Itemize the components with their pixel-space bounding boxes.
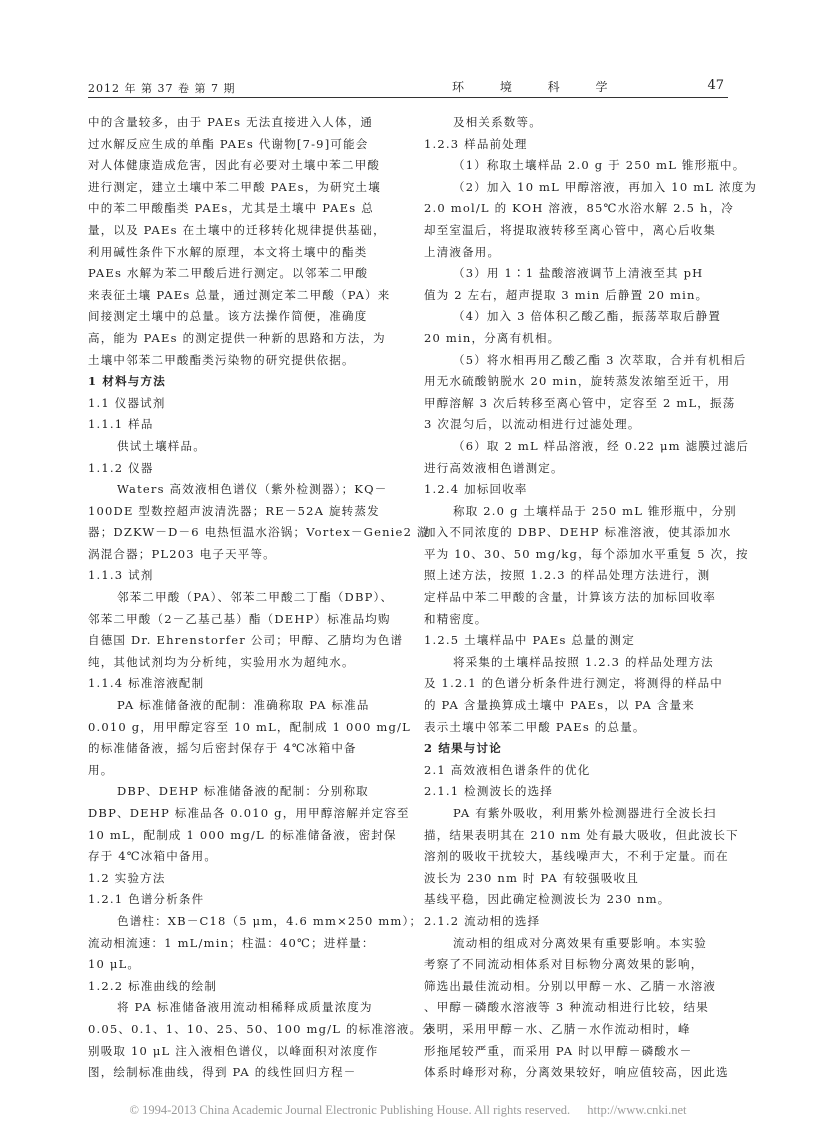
text-line: 中的苯二甲酸酯类 PAEs，尤其是土壤中 PAEs 总 <box>88 201 374 216</box>
text-line: 土壤中邻苯二甲酸酯类污染物的研究提供依据。 <box>88 352 355 367</box>
text-line: （1）称取土壤样品 2.0 g 于 250 mL 锥形瓶中。 <box>453 158 746 173</box>
text-line: 1.2.2 标准曲线的绘制 <box>88 978 218 993</box>
text-line: （4）加入 3 倍体积乙酸乙酯，振荡萃取后静置 <box>453 309 722 324</box>
text-line: Waters 高效液相色谱仪（紫外检测器）；KQ－ <box>117 482 388 497</box>
text-line: 1.1 仪器试剂 <box>88 395 166 410</box>
text-line: 1.1.4 标准溶液配制 <box>88 676 205 691</box>
text-line: 对人体健康造成危害，因此有必要对土壤中苯二甲酸 <box>88 158 381 173</box>
text-line: 图，绘制标准曲线，得到 PA 的线性回归方程－ <box>88 1065 357 1080</box>
text-line: 10 μL。 <box>88 957 141 972</box>
text-line: 和精密度。 <box>424 611 488 626</box>
text-line: 10 mL，配制成 1 000 mg/L 的标准储备液，密封保 <box>88 827 397 842</box>
text-line: 称取 2.0 g 土壤样品于 250 mL 锥形瓶中，分别 <box>453 503 737 518</box>
section-heading: 1 材料与方法 <box>88 374 166 389</box>
text-line: 色谱柱：XB－C18（5 μm，4.6 mm×250 mm）； <box>117 913 423 928</box>
text-line: 中的含量较多，由于 PAEs 无法直接进入人体，通 <box>88 115 374 129</box>
copyright-notice: © 1994-2013 China Academic Journal Electronic Publishing House. All rights reserved. <box>129 1103 571 1117</box>
text-line: 表示土壤中邻苯二甲酸 PAEs 的总量。 <box>424 719 646 734</box>
footer-link[interactable]: http://www.cnki.net <box>587 1103 687 1117</box>
text-line: 0.010 g，用甲醇定容至 10 mL，配制成 1 000 mg/L <box>88 719 411 734</box>
footer <box>0 1103 816 1118</box>
text-line: 基线平稳，因此确定检测波长为 230 nm。 <box>424 892 671 907</box>
text-line: 溶剂的吸收干扰较大，基线噪声大，不利于定量。而在 <box>424 849 729 864</box>
text-line: 加入不同浓度的 DBP、DEHP 标准溶液，使其添加水 <box>424 525 732 540</box>
text-line: 器；DZKW－D－6 电热恒温水浴锅；Vortex－Genie2 漩 <box>88 525 430 540</box>
text-line: 上清液备用。 <box>424 244 501 259</box>
text-line: 供试土壤样品。 <box>117 438 206 453</box>
text-line: 100DE 型数控超声波清洗器；RE－52A 旋转蒸发 <box>88 503 380 518</box>
text-line: 2.1 高效液相色谱条件的优化 <box>424 762 591 777</box>
text-line: 利用碱性条件下水解的原理，本文将土壤中的酯类 <box>88 244 368 259</box>
text-line: （6）取 2 mL 样品溶液，经 0.22 μm 滤膜过滤后 <box>453 438 750 453</box>
text-line: 1.1.3 试剂 <box>88 568 154 583</box>
text-line: 1.2.4 加标回收率 <box>424 482 528 497</box>
left-column <box>88 112 435 1084</box>
text-line: 筛选出最佳流动相。分别以甲醇－水、乙腈－水溶液 <box>424 978 717 993</box>
text-line: 1.2.5 土壤样品中 PAEs 总量的测定 <box>424 633 635 648</box>
text-line: 高，能为 PAEs 的测定提供一种新的思路和方法，为 <box>88 330 386 345</box>
text-line: 量，以及 PAEs 在土壤中的迁移转化规律提供基础， <box>88 222 386 237</box>
text-line: 描，结果表明其在 210 nm 处有最大吸收，但此波长下 <box>424 827 739 842</box>
text-line: 过水解反应生成的单酯 PAEs 代谢物[7-9]可能会 <box>88 136 369 151</box>
journal-issue: 2012 年 第 37 卷 第 7 期 <box>88 82 236 95</box>
text-line: 涡混合器；PL203 电子天平等。 <box>88 546 276 561</box>
text-line: （5）将水相再用乙酸乙酯 3 次萃取，合并有机相后 <box>453 352 747 367</box>
section-heading: 2 结果与讨论 <box>424 741 502 756</box>
right-column <box>424 112 758 1084</box>
text-line: 照上述方法，按照 1.2.3 的样品处理方法进行，测 <box>424 568 711 583</box>
text-line: 将采集的土壤样品按照 1.2.3 的样品处理方法 <box>453 654 714 669</box>
text-line: 2.1.2 流动相的选择 <box>424 913 541 928</box>
text-line: 2.1.1 检测波长的选择 <box>424 784 554 799</box>
page-number: 47 <box>707 78 724 93</box>
text-line: 纯，其他试剂均为分析纯，实验用水为超纯水。 <box>88 654 355 669</box>
journal-title: 环 境 科 学 <box>452 80 624 94</box>
text-line: 存于 4℃冰箱中备用。 <box>88 849 218 864</box>
text-line: （2）加入 10 mL 甲醇溶液，再加入 10 mL 浓度为 <box>453 179 758 194</box>
text-line: 甲醇溶解 3 次后转移至离心管中，定容至 2 mL，振荡 <box>424 395 736 410</box>
text-line: 邻苯二甲酸（PA）、邻苯二甲酸二丁酯（DBP）、 <box>117 590 394 605</box>
text-line: 及相关系数等。 <box>453 115 542 129</box>
text-line: 表明，采用甲醇－水、乙腈－水作流动相时，峰 <box>424 1021 691 1036</box>
text-line: 别吸取 10 μL 注入液相色谱仪，以峰面积对浓度作 <box>88 1043 379 1058</box>
text-line: 、甲醇－磷酸水溶液等 3 种流动相进行比较，结果 <box>424 1000 709 1015</box>
text-line: 3 次混匀后，以流动相进行过滤处理。 <box>424 417 641 432</box>
text-line: 1.1.1 样品 <box>88 417 154 432</box>
text-line: PA 标准储备液的配制：准确称取 PA 标准品 <box>117 698 370 713</box>
text-line: 用。 <box>88 762 114 777</box>
text-line: PAEs 水解为苯二甲酸后进行测定。以邻苯二甲酸 <box>88 266 369 281</box>
text-line: 1.2.3 样品前处理 <box>424 136 528 151</box>
text-line: （3）用 1∶1 盐酸溶液调节上清液至其 pH <box>453 266 704 281</box>
text-line: 的标准储备液，摇匀后密封保存于 4℃冰箱中备 <box>88 741 357 756</box>
text-line: 1.1.2 仪器 <box>88 460 154 475</box>
text-line: 流动相流速：1 mL/min；柱温：40℃；进样量： <box>88 935 375 950</box>
text-line: 1.2.1 色谱分析条件 <box>88 892 205 907</box>
text-line: 定样品中苯二甲酸的含量，计算该方法的加标回收率 <box>424 590 717 605</box>
text-line: 20 min，分离有机相。 <box>424 330 561 345</box>
text-line: DBP、DEHP 标准储备液的配制：分别称取 <box>117 784 369 799</box>
text-line: 平为 10、30、50 mg/kg，每个添加水平重复 5 次，按 <box>424 546 749 561</box>
text-line: 波长为 230 nm 时 PA 有较强吸收且 <box>424 870 639 885</box>
text-line: 用无水硫酸钠脱水 20 min，旋转蒸发浓缩至近干，用 <box>424 374 731 389</box>
text-line: 0.05、0.1、1、10、25、50、100 mg/L 的标准溶液。分 <box>88 1021 435 1036</box>
text-line: 考察了不同流动相体系对目标物分离效果的影响， <box>424 957 704 972</box>
text-line: 流动相的组成对分离效果有重要影响。本实验 <box>453 935 707 950</box>
text-line: 1.2 实验方法 <box>88 870 166 885</box>
text-line: 自德国 Dr. Ehrenstorfer 公司；甲醇、乙腈均为色谱 <box>88 633 404 648</box>
text-line: 进行测定，建立土壤中苯二甲酸 PAEs，为研究土壤 <box>88 179 381 194</box>
text-line: 及 1.2.1 的色谱分析条件进行测定，将测得的样品中 <box>424 676 723 691</box>
text-line: 2.0 mol/L 的 KOH 溶液，85℃水浴水解 2.5 h，冷 <box>424 201 734 216</box>
text-line: PA 有紫外吸收，利用紫外检测器进行全波长扫 <box>453 806 717 820</box>
text-line: 间接测定土壤中的总量。该方法操作简便，准确度 <box>88 309 368 324</box>
text-line: 值为 2 左右，超声提取 3 min 后静置 20 min。 <box>424 287 709 302</box>
text-line: 形拖尾较严重，而采用 PA 时以甲醇－磷酸水－ <box>424 1043 693 1058</box>
text-line: 却至室温后，将提取液转移至离心管中，离心后收集 <box>424 222 717 237</box>
text-line: 体系时峰形对称，分离效果较好，响应值较高，因此选 <box>424 1065 729 1080</box>
text-line: DBP、DEHP 标准品各 0.010 g，用甲醇溶解并定容至 <box>88 806 410 820</box>
text-line: 将 PA 标准储备液用流动相稀释成质量浓度为 <box>117 1000 373 1015</box>
text-line: 的 PA 含量换算成土壤中 PAEs，以 PA 含量来 <box>424 698 695 713</box>
header-rule <box>88 97 728 98</box>
text-line: 邻苯二甲酸（2－乙基己基）酯（DEHP）标准品均购 <box>88 611 391 626</box>
text-line: 来表征土壤 PAEs 总量，通过测定苯二甲酸（PA）来 <box>88 287 391 302</box>
text-line: 进行高效液相色谱测定。 <box>424 460 564 475</box>
